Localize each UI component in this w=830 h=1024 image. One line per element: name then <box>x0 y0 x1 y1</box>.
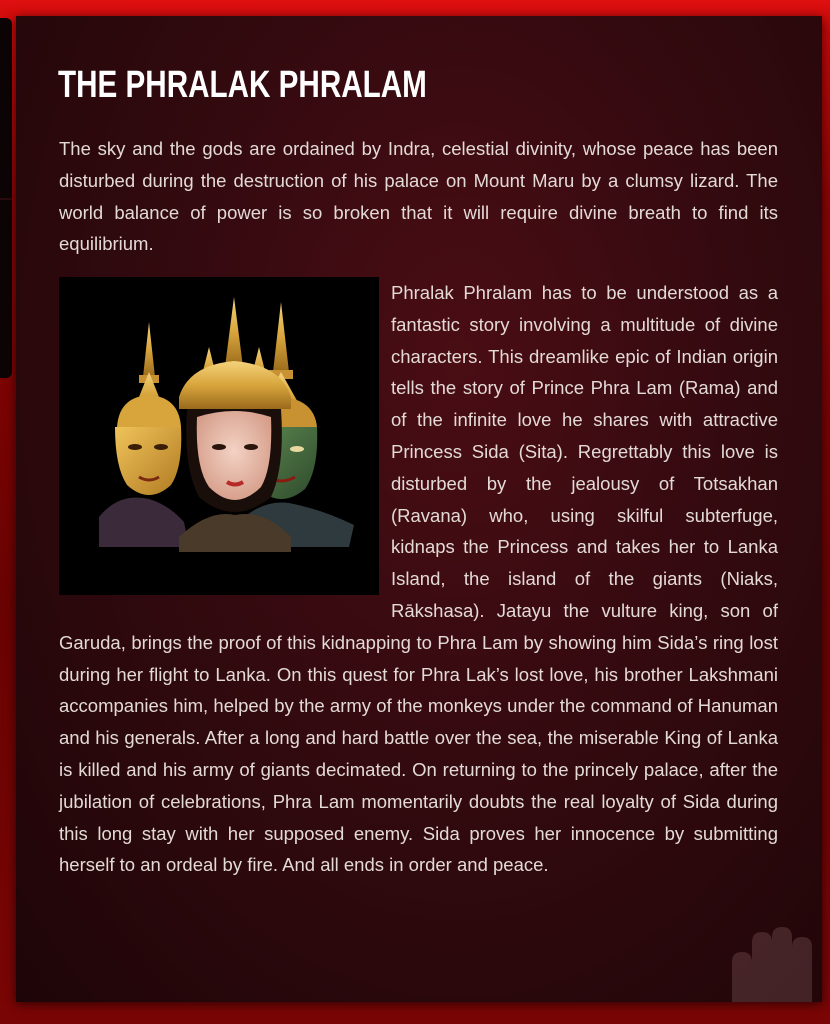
story-block <box>59 277 778 881</box>
article-panel <box>16 16 822 1002</box>
side-drawer-tab[interactable] <box>0 18 12 378</box>
side-drawer-notch <box>0 198 12 200</box>
intro-paragraph: The sky and the gods are ordained by Indra, celestial divinity, whose peace has been disturbed during the destruction of his palace on Mount Maru by a clumsy lizard. The world balance of power is so broken that it will require divine breath to find its equilibrium. <box>59 138 778 255</box>
story-paragraph: Phralak Phralam has to be understood as a fantastic story involving a multitude of divine characters. This dreamlike epic of Indian origin tells the story of Prince Phra Lam (Rama) and of the infinite love he shares with attractive Princess Sida (Sita). Regrettably this love is disturbed by the jealousy of Totsakhan (Ravana) who, using skilful subterfuge, kidnaps the Princess and takes her to Lanka Island, the island of the giants (Niaks, Rākshasa). Jatayu the vulture king, son of Garuda, brings the proof of this kidnapping to Phra Lam by showing him Sida’s ring lost during her flight to Lanka. On this quest for Phra Lak’s lost love, his brother Lakshmani accompanies him, helped by the army of the monkeys under the command of Hanuman and his generals. After a long and hard battle over the sea, the miserable King of Lanka is killed and his army of giants decimated. On returning to the princely palace, after the jubilation of celebrations, Phra Lam momentarily doubts the real loyalty of Sida during this long stay with her supposed enemy. Sida proves her innocence by submitting herself to an ordeal by fire. And all ends in order and peace. <box>59 282 778 876</box>
page-title: THE PHRALAK PHRALAM <box>58 64 427 106</box>
khon-masks-illustration <box>59 277 379 595</box>
khon-masks-image <box>59 277 379 595</box>
hand-watermark-icon <box>712 922 822 1002</box>
